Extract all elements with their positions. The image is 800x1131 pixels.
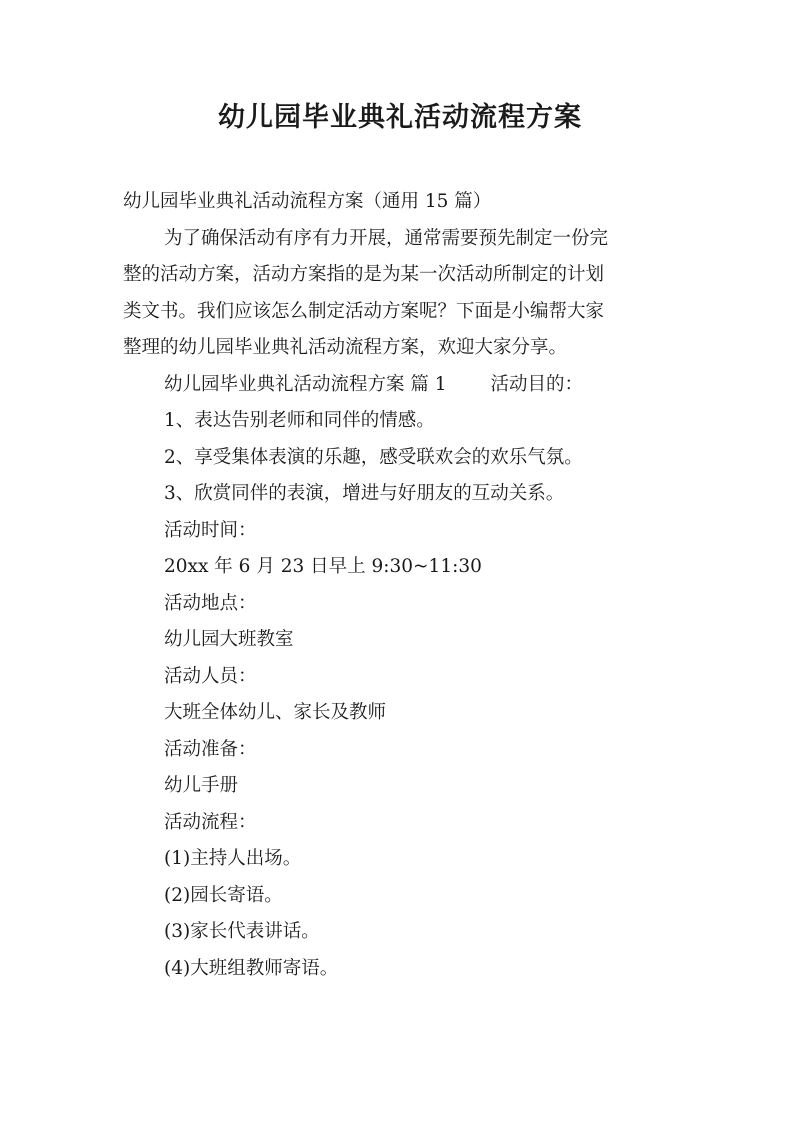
prep-value: 幼儿手册 [164, 775, 239, 796]
document-title: 幼儿园毕业典礼活动流程方案 [218, 102, 582, 133]
flow-label: 活动流程： [164, 811, 257, 833]
place-value: 幼儿园大班教室 [164, 629, 294, 650]
intro-line: 类文书。我们应该怎么制定活动方案呢？下面是小编帮大家 [123, 300, 605, 322]
document-subtitle: 幼儿园毕业典礼活动流程方案（通用 15 篇） [123, 191, 492, 212]
flow-step: (1)主持人出场。 [164, 848, 302, 869]
intro-line: 整理的幼儿园毕业典礼活动流程方案，欢迎大家分享。 [123, 337, 568, 358]
prep-label: 活动准备： [164, 738, 257, 760]
flow-step: (4)大班组教师寄语。 [164, 957, 339, 979]
section-heading: 幼儿园毕业典礼活动流程方案 篇 1 [164, 373, 447, 395]
goal-item: 3、欣赏同伴的表演，增进与好朋友的互动关系。 [164, 483, 565, 504]
time-value: 20xx 年 6 月 23 日早上 9:30~11:30 [164, 556, 482, 577]
goal-label: 活动目的： [490, 373, 584, 395]
section-heading-line [123, 367, 683, 404]
people-label: 活动人员： [164, 665, 257, 687]
time-label: 活动时间： [164, 519, 257, 541]
intro-line: 整的活动方案，活动方案指的是为某一次活动所制定的计划 [123, 264, 605, 285]
goal-item: 1、表达告别老师和同伴的情感。 [164, 410, 435, 431]
document-body [123, 184, 683, 987]
flow-step: (2)园长寄语。 [164, 884, 283, 906]
goal-item: 2、享受集体表演的乐趣，感受联欢会的欢乐气氛。 [164, 446, 583, 468]
intro-line: 为了确保活动有序有力开展，通常需要预先制定一份完 [164, 227, 609, 249]
place-label: 活动地点： [164, 592, 257, 614]
flow-step: (3)家长代表讲话。 [164, 921, 320, 942]
people-value: 大班全体幼儿、家长及教师 [164, 702, 387, 723]
